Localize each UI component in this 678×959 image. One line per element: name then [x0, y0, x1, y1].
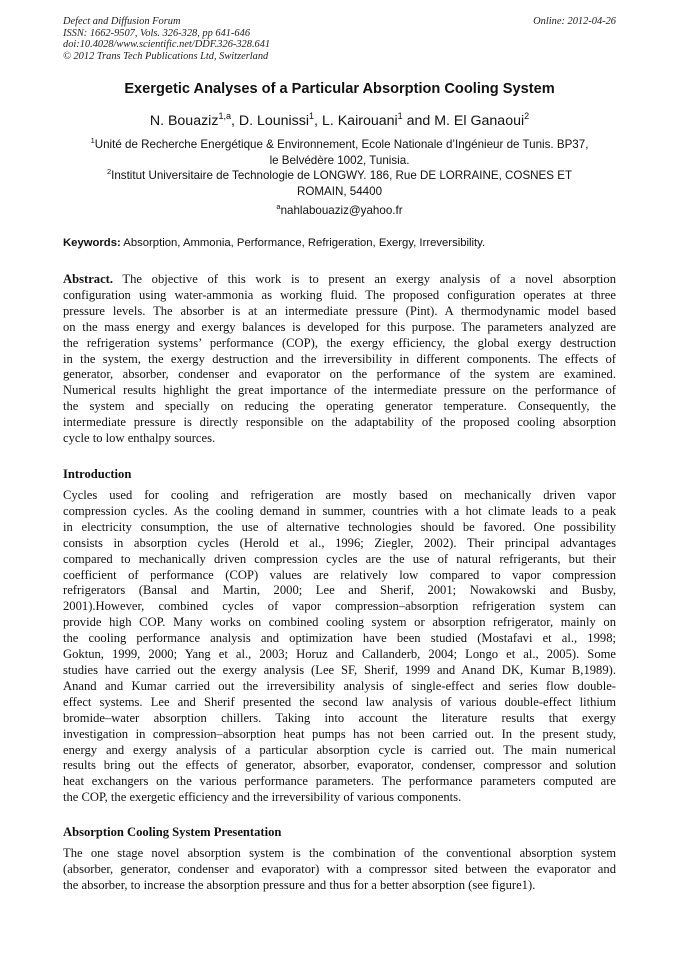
presentation-line: (absorber, generator, condenser and evaporator) with a compressor sited between the evaporator and [63, 861, 616, 876]
affiliation-1 [63, 137, 616, 168]
paper-title: Exergetic Analyses of a Particular Absorption Cooling System [124, 81, 555, 97]
author-affiliation-mark: 1 [309, 111, 315, 121]
author-name: L. Kairouani [321, 113, 398, 129]
introduction-body [63, 488, 616, 806]
intro-line: energy and exergy analysis of a particular absorption cycle is carried out. The main numerical [63, 742, 616, 757]
intro-line: Cycles used for cooling and refrigeration are mostly based on mechanically driven vapor [63, 488, 616, 502]
journal-header [63, 16, 616, 62]
affiliation-text: Unité de Recherche Energétique & Environnement, Ecole Nationale d’Ingénieur de Tunis. BP37, [94, 138, 589, 151]
affiliation-text: Institut Universitaire de Technologie de LONGWY. 186, Rue DE LORRAINE, COSNES ET [111, 169, 573, 182]
email-address: nahlabouaziz@yahoo.fr [280, 204, 403, 217]
presentation-body [63, 846, 616, 894]
abstract-line: generator, absorber, condenser and evaporator on the performance of the system are examined. [63, 367, 616, 382]
journal-name: Defect and Diffusion Forum [63, 16, 181, 27]
author-separator: , [230, 113, 239, 129]
intro-line: bromide–water absorption chillers. Taking into account the literature results that exergy [63, 710, 616, 725]
author-separator: and [402, 113, 435, 129]
author-name: N. Bouaziz [149, 113, 219, 129]
affiliation-mark: 1 [90, 136, 95, 145]
abstract-line: cycle to low enthalpy sources. [63, 431, 216, 446]
intro-line: Anand and Kumar carried out the irreversibility analysis of single-effect and series flow double- [63, 678, 616, 693]
presentation-line: the absorber, to increase the absorption pressure and thus for a better absorption (see figure1). [63, 877, 536, 892]
abstract-line: The objective of this work is to present an exergy analysis of a novel absorption [113, 272, 616, 286]
contact-email [63, 203, 616, 219]
intro-line: provide high COP. Many works on combined cooling system or absorption refrigerator, mainly on [63, 615, 616, 630]
keywords-text: Absorption, Ammonia, Performance, Refrigeration, Exergy, Irreversibility. [120, 237, 486, 249]
abstract-line: pressure levels. The absorber is at an intermediate pressure (Pint). A thermodynamic model based [63, 303, 616, 318]
journal-issn: ISSN: 1662-9507, Vols. 326-328, pp 641-646 [63, 27, 251, 39]
abstract-line: on the mass energy and exergy balances is developed for this purpose. The parameters analyzed are [63, 319, 616, 334]
intro-line: Goktun, 1999, 2000; Yang et al., 2003; Horuz and Callanderb, 2004; Longo et al., 2005). Some [63, 647, 616, 662]
email-mark: a [276, 202, 281, 211]
abstract-line: the refrigeration systems’ performance (COP), the exergy efficiency, the global exergy destruction [63, 335, 616, 350]
intro-line: heat exchangers on the various performance parameters. The performance parameters computed are [63, 774, 616, 789]
author-list [63, 112, 616, 130]
keywords-label: Keywords: [63, 237, 121, 249]
author-affiliation-mark: 1 [397, 111, 403, 121]
intro-line: refrigerators (Bansal and Martin, 2000; Lee and Sherif, 2001; Nowakowski and Busby, [63, 583, 616, 598]
affiliation-mark: 2 [106, 167, 112, 176]
abstract-line: Numerical results highlight the great importance of the intermediate pressure on the performance of [63, 383, 616, 398]
intro-line: compared to mechanically driven compression cycles are the use of natural refrigerants, but their [63, 551, 616, 566]
journal-doi: doi:10.4028/www.scientific.net/DDF.326-328.641 [63, 39, 271, 50]
author-name: M. El Ganaoui [434, 113, 525, 129]
abstract [63, 272, 616, 447]
intro-line: the COP, the exergetic efficiency and the irreversibility of various components. [63, 790, 462, 805]
author-affiliation-mark: 2 [524, 111, 530, 121]
intro-line: the cooling performance analysis and optimization have been studied (Mostafavi et al., 1998; [63, 631, 616, 646]
intro-line: 2001).However, combined cycles of vapor compression–absorption refrigeration system can [63, 599, 616, 614]
affiliation-2 [63, 168, 616, 199]
journal-copyright: © 2012 Trans Tech Publications Ltd, Switzerland [63, 50, 269, 62]
abstract-line: the system and specially on reducing the operating generator temperature. Consequently, the [63, 399, 616, 414]
section-heading-system-presentation: Absorption Cooling System Presentation [63, 825, 282, 839]
intro-line: compression cycles. As the cooling demand in summer, countries with a hot climate leads to a peak [63, 503, 616, 518]
author-name: D. Lounissi [238, 113, 310, 129]
abstract-line: in the system, the exergy destruction and the irreversibility in different components. The effects of [63, 351, 616, 366]
abstract-label: Abstract. [63, 272, 114, 286]
author-separator: , [314, 113, 322, 129]
intro-line: effect systems. Lee and Sherif presented the second law analysis of various double-effect lithium [63, 694, 616, 709]
affiliation-text: ROMAIN, 54400 [296, 184, 383, 198]
online-date: Online: 2012-04-26 [533, 16, 616, 27]
intro-line: coefficient of performance (COP) values are relatively low compared to vapor compression [63, 567, 616, 582]
intro-line: studies have carried out the exergy analysis (Lee SF, Sherif, 1999 and Anand DK, Kumar B,1989). [63, 662, 616, 677]
abstract-line: configuration using water-ammonia as working fluid. The proposed configuration operates at three [63, 287, 616, 302]
presentation-line: The one stage novel absorption system is the combination of the conventional absorption system [63, 846, 616, 860]
intro-line: consists in absorption cycles (Herold et al., 1996; Ziegler, 2002). Their principal advantages [63, 535, 616, 550]
keywords [63, 236, 616, 251]
affiliation-text: le Belvédère 1002, Tunisia. [269, 153, 410, 167]
intro-line: in electricity consumption, the use of alternative technologies should be favored. One possibility [63, 519, 616, 534]
section-heading-introduction: Introduction [63, 467, 132, 481]
author-affiliation-mark: 1,a [218, 111, 231, 121]
intro-line: investigation in compression–absorption heat pumps has not been carried out. In the present study, [63, 726, 616, 741]
intro-line: results bring out the effects of generator, absorber, evaporator, condenser, compressor and solution [63, 758, 616, 773]
abstract-line: intermediate pressure is directly responsible on the adaptability of the proposed cooling absorption [63, 415, 616, 430]
